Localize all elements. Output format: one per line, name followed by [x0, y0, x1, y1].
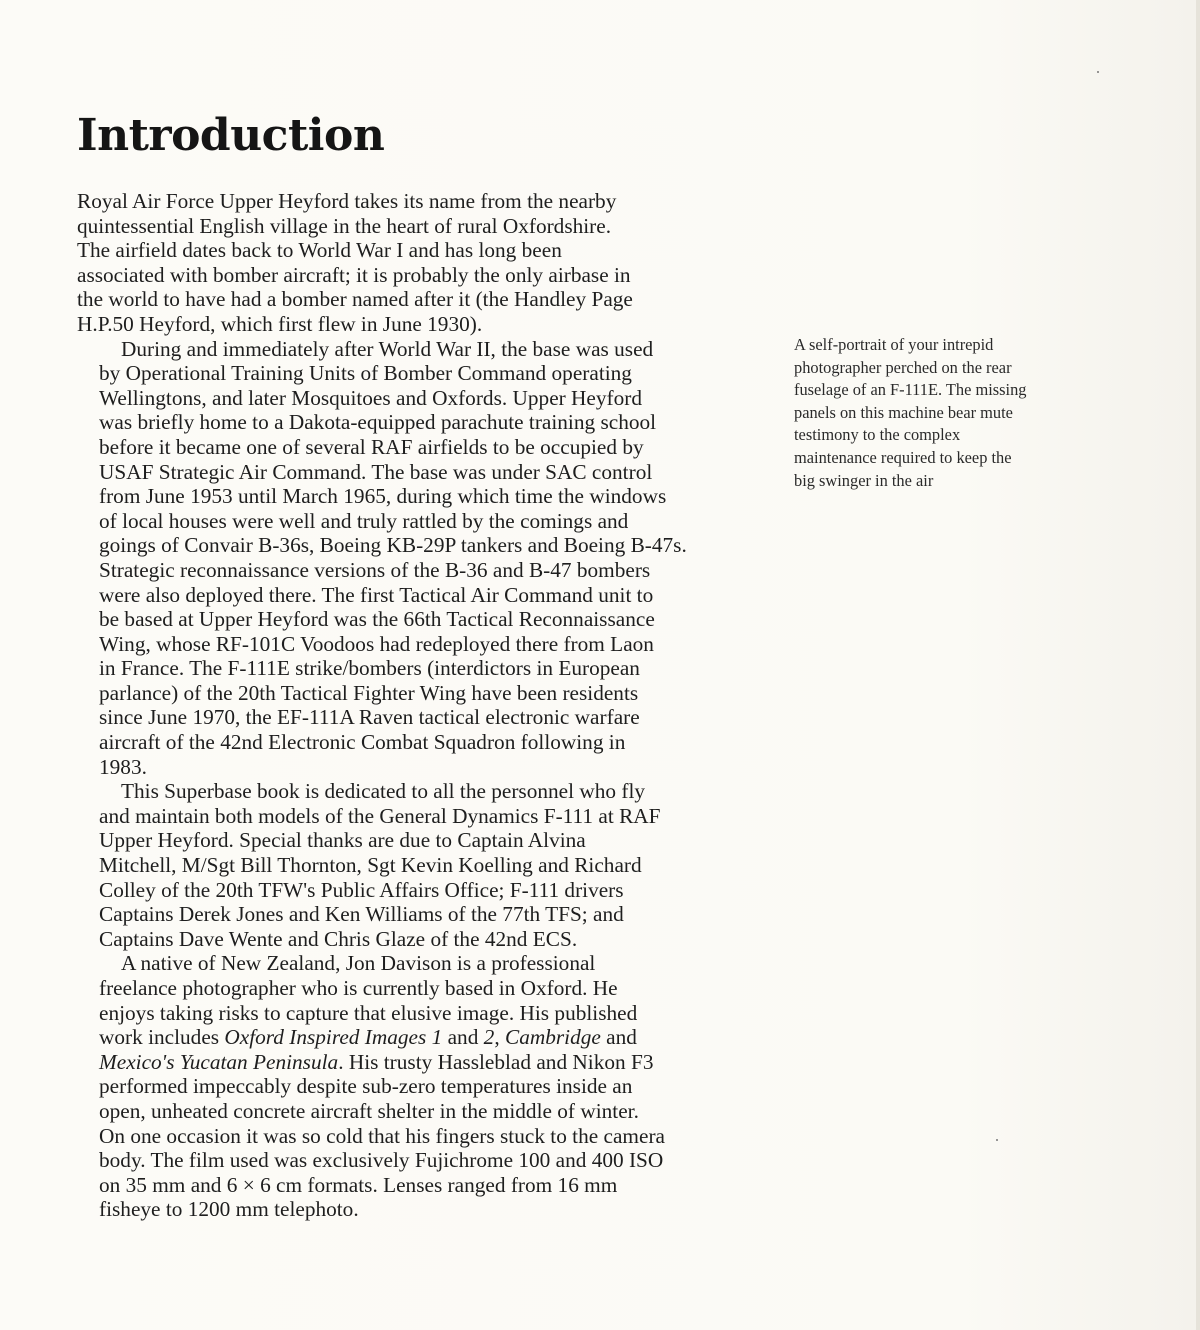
text-line: During and immediately after World War II, the base was used [121, 336, 654, 361]
paragraph-4 [77, 951, 777, 1222]
caption-line: panels on this machine bear mute [794, 402, 1013, 422]
caption-line: photographer perched on the rear [794, 357, 1012, 377]
text-line: The airfield dates back to World War I and has long been [77, 238, 562, 263]
text-line: was briefly home to a Dakota-equipped parachute training school [99, 410, 657, 435]
text-line: This Superbase book is dedicated to all the personnel who fly [121, 779, 646, 804]
text-line: enjoys taking risks to capture that elusive image. His published [99, 1000, 638, 1025]
book-title: 2 [483, 1025, 495, 1050]
text-line: on 35 mm and 6 × 6 cm formats. Lenses ranged from 16 mm [99, 1172, 618, 1197]
text-line: be based at Upper Heyford was the 66th Tactical Reconnaissance [99, 607, 655, 632]
text-line: by Operational Training Units of Bomber Command operating [99, 361, 632, 386]
text-line: Wing, whose RF-101C Voodoos had redeployed there from Laon [99, 631, 654, 656]
text-line [77, 1050, 777, 1075]
text-line: Upper Heyford. Special thanks are due to Captain Alvina [99, 828, 586, 853]
paragraph-3 [77, 779, 777, 951]
text-line: and maintain both models of the General Dynamics F-111 at RAF [99, 803, 661, 828]
text-line: A native of New Zealand, Jon Davison is a professional [121, 951, 596, 976]
paper-speck [996, 1139, 998, 1141]
paper-speck [1097, 71, 1099, 73]
text-line: from June 1953 until March 1965, during which time the windows [99, 484, 667, 509]
text-line: Wellingtons, and later Mosquitoes and Oxfords. Upper Heyford [99, 385, 643, 410]
text-run: and [442, 1025, 484, 1050]
text-line: H.P.50 Heyford, which first flew in June 1930). [77, 311, 483, 336]
text-line: parlance) of the 20th Tactical Fighter Wing have been residents [99, 680, 639, 705]
photo-caption [794, 334, 1094, 492]
text-line: body. The film used was exclusively Fujichrome 100 and 400 ISO [99, 1148, 664, 1173]
text-run: and [600, 1025, 637, 1050]
page-title: Introduction [77, 110, 385, 161]
text-line: since June 1970, the EF-111A Raven tactical electronic warfare [99, 705, 640, 730]
text-line: open, unheated concrete aircraft shelter in the middle of winter. [99, 1098, 639, 1123]
book-title: Oxford Inspired Images 1 [224, 1025, 443, 1050]
text-run: . His trusty Hassleblad and Nikon F3 [338, 1049, 654, 1074]
caption-line: maintenance required to keep the [794, 447, 1012, 467]
text-line: associated with bomber aircraft; it is probably the only airbase in [77, 262, 631, 287]
caption-line: testimony to the complex [794, 425, 961, 445]
text-line: Colley of the 20th TFW's Public Affairs Office; F-111 drivers [99, 877, 624, 902]
text-run: , [494, 1025, 505, 1050]
text-line: performed impeccably despite sub-zero temperatures inside an [99, 1074, 633, 1099]
page-edge [1196, 0, 1200, 1330]
text-line: quintessential English village in the heart of rural Oxfordshire. [77, 213, 612, 238]
caption-line: big swinger in the air [794, 470, 934, 490]
paragraph-2 [77, 337, 777, 780]
text-line: 1983. [99, 754, 147, 779]
text-line: the world to have had a bomber named after it (the Handley Page [77, 287, 633, 312]
text-line: of local houses were well and truly rattled by the comings and [99, 508, 629, 533]
text-line: aircraft of the 42nd Electronic Combat Squadron following in [99, 730, 626, 755]
text-run: work includes [99, 1025, 225, 1050]
text-line: fisheye to 1200 mm telephoto. [99, 1197, 359, 1222]
text-line: Captains Dave Wente and Chris Glaze of the 42nd ECS. [99, 926, 578, 951]
text-line: were also deployed there. The first Tactical Air Command unit to [99, 582, 654, 607]
text-line: before it became one of several RAF airfields to be occupied by [99, 434, 644, 459]
book-title: Cambridge [504, 1025, 601, 1050]
book-title: Mexico's Yucatan Peninsula [99, 1049, 339, 1074]
text-line: Mitchell, M/Sgt Bill Thornton, Sgt Kevin Koelling and Richard [99, 853, 642, 878]
paragraph-1 [77, 189, 777, 337]
text-line: Strategic reconnaissance versions of the B-36 and B-47 bombers [99, 557, 651, 582]
text-line: On one occasion it was so cold that his fingers stuck to the camera [99, 1123, 665, 1148]
text-line: USAF Strategic Air Command. The base was under SAC control [99, 459, 653, 484]
caption-line: fuselage of an F-111E. The missing [794, 380, 1027, 400]
text-line: freelance photographer who is currently based in Oxford. He [99, 976, 618, 1000]
text-line [77, 1025, 777, 1050]
text-line: Captains Derek Jones and Ken Williams of the 77th TFS; and [99, 902, 624, 927]
caption-line: A self-portrait of your intrepid [794, 335, 994, 354]
body-text [77, 189, 777, 1222]
text-line: in France. The F-111E strike/bombers (interdictors in European [99, 656, 640, 681]
text-line: Royal Air Force Upper Heyford takes its name from the nearby [77, 189, 617, 213]
text-line: goings of Convair B-36s, Boeing KB-29P tankers and Boeing B-47s. [99, 533, 687, 558]
